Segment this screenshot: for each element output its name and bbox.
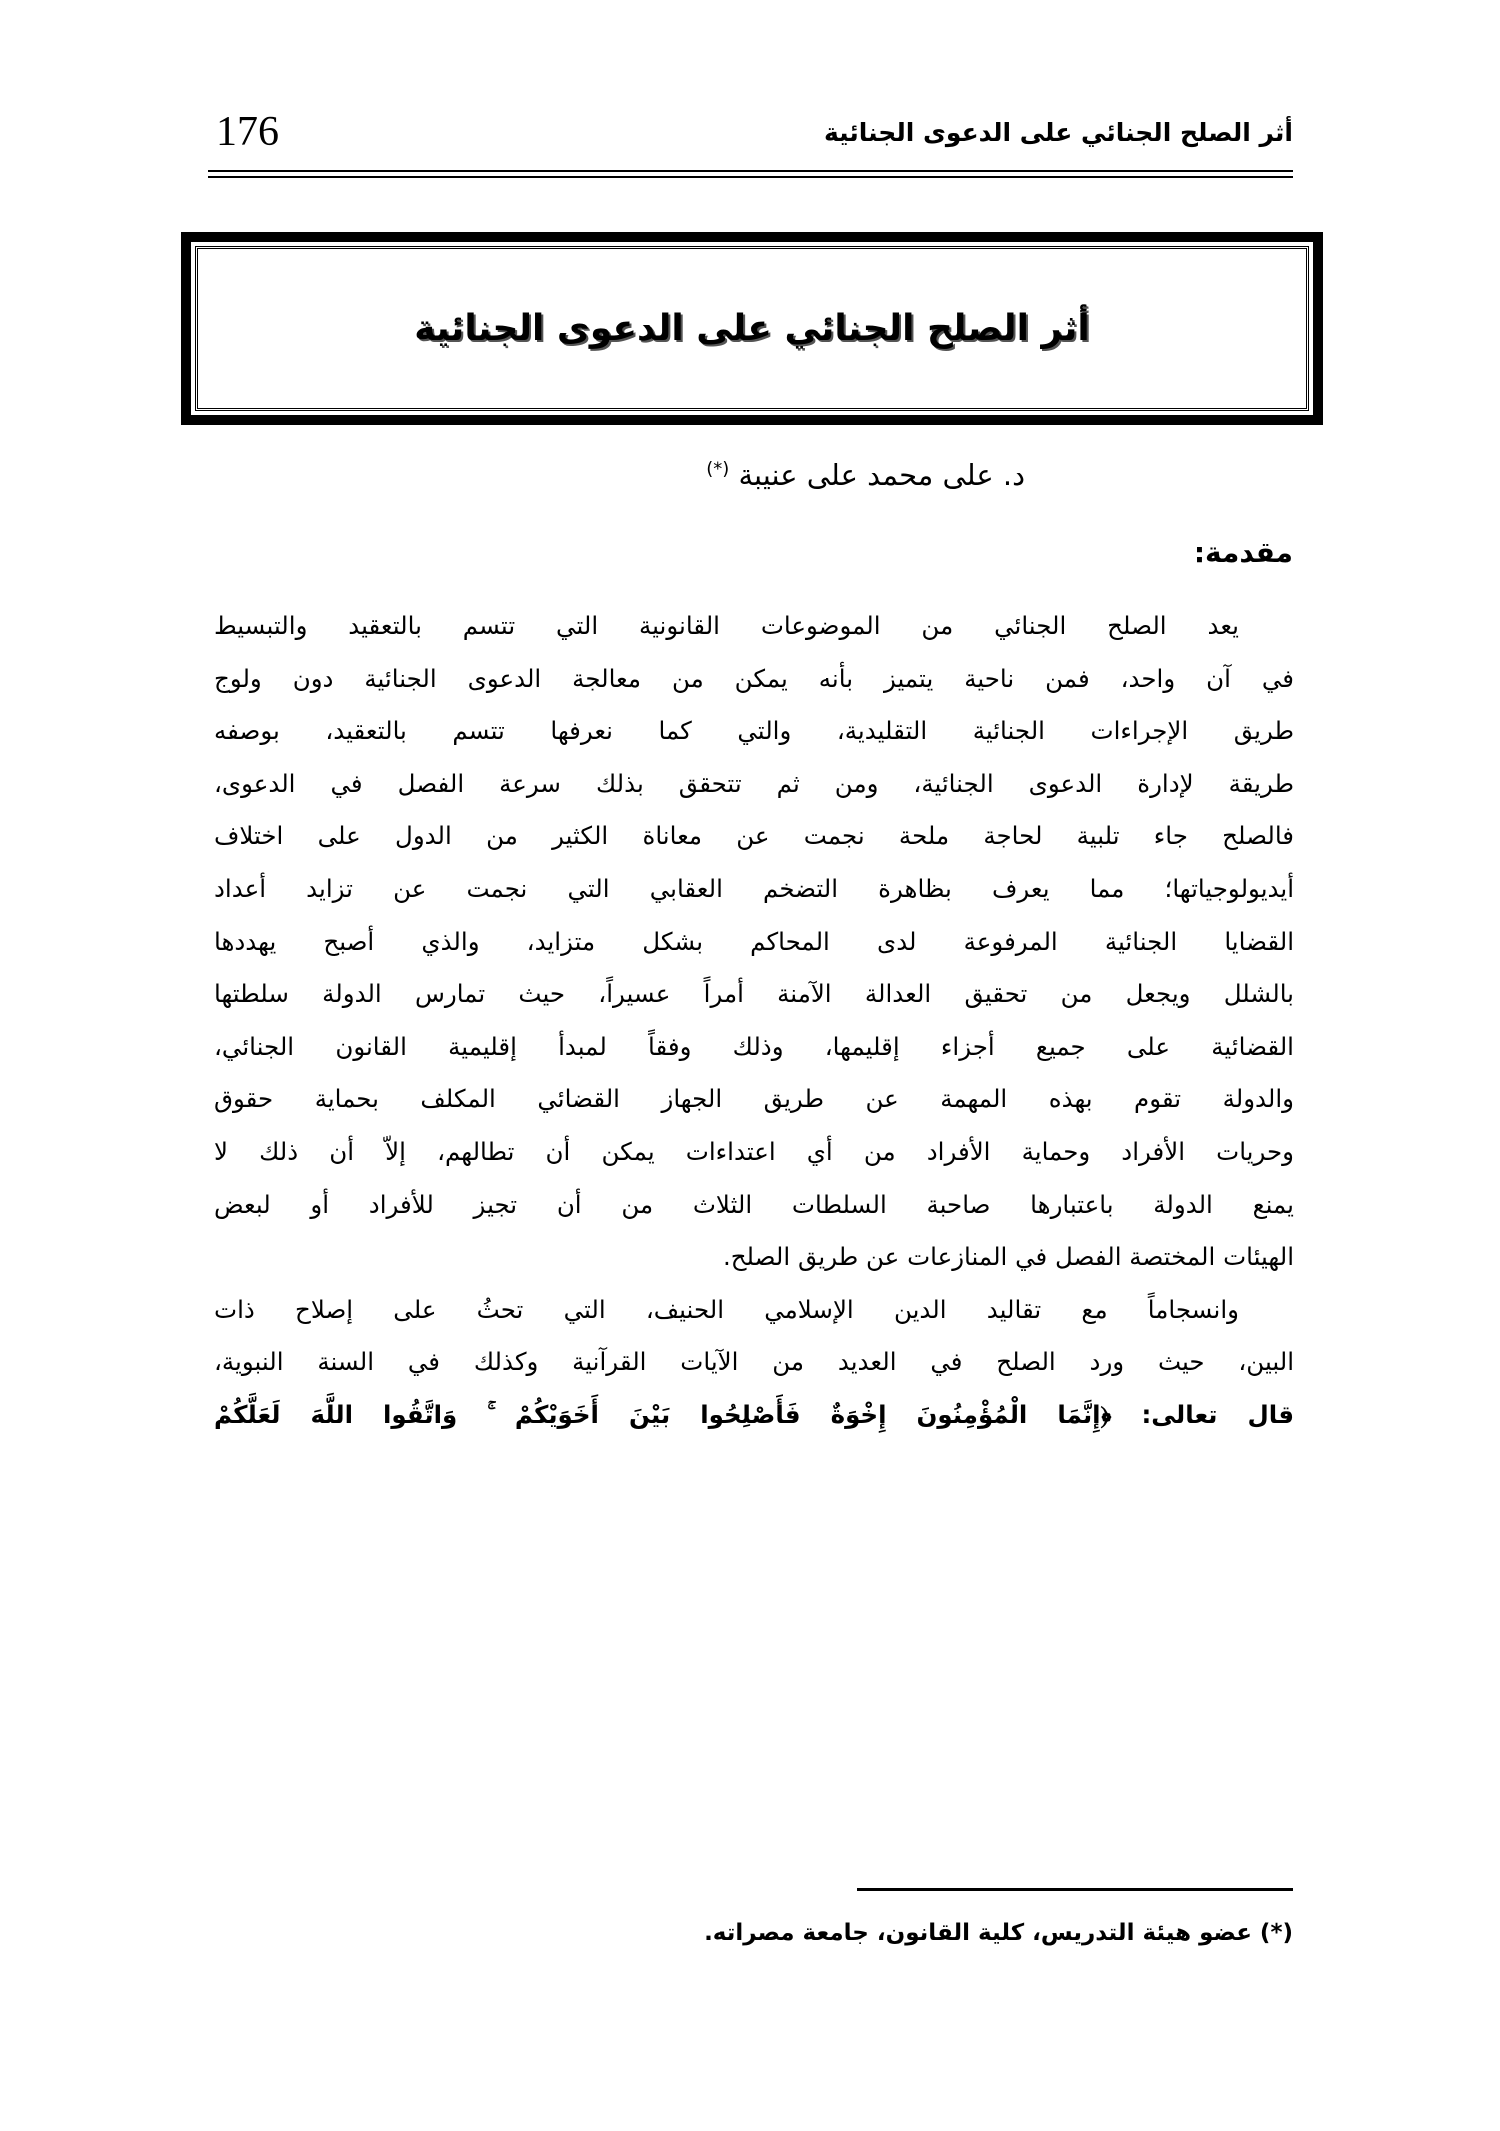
title-box-inner [195, 246, 1309, 411]
author-name: د. على محمد على عنيبة [738, 458, 1025, 492]
header-rule-secondary [208, 176, 1293, 178]
quran-verse-line: قال تعالى: ﴿إِنَّمَا الْمُؤْمِنُونَ إِخْوَةٌ فَأَصْلِحُوا بَيْنَ أَخَوَيْكُمْ ۚ وَاتَّقُوا اللَّهَ لَعَلَّكُمْ [214, 1399, 1294, 1429]
footnote-rule [857, 1888, 1293, 1891]
body-line: فالصلح جاء تلبية لحاجة ملحة نجمت عن معاناة الكثير من الدول على اختلاف [214, 821, 1294, 851]
body-line: القضايا الجنائية المرفوعة لدى المحاكم بشكل متزايد، والذي أصبح يهددها [214, 926, 1294, 956]
running-title: أثر الصلح الجنائي على الدعوى الجنائية [823, 118, 1293, 147]
body-line: أيديولوجياتها؛ مما يعرف بظاهرة التضخم العقابي التي نجمت عن تزايد أعداد [214, 873, 1294, 903]
section-heading: مقدمة: [1193, 536, 1293, 569]
body-line: وحريات الأفراد وحماية الأفراد من أي اعتداءات يمكن أن تطالهم، إلاّ أن ذلك لا [214, 1136, 1294, 1166]
body-line: القضائية على جميع أجزاء إقليمها، وذلك وفقاً لمبدأ إقليمية القانون الجنائي، [214, 1031, 1294, 1061]
body-text [214, 600, 1294, 1442]
body-line: بالشلل ويجعل من تحقيق العدالة الآمنة أمراً عسيراً، حيث تمارس الدولة سلطتها [214, 979, 1294, 1009]
body-line: طريق الإجراءات الجنائية التقليدية، والتي كما نعرفها تتسم بالتعقيد، بوصفه [214, 716, 1294, 746]
body-line: يعد الصلح الجنائي من الموضوعات القانونية التي تتسم بالتعقيد والتبسيط [214, 611, 1239, 640]
footnote-marker[interactable]: (*) [706, 458, 730, 480]
article-title: أثر الصلح الجنائي على الدعوى الجنائية [414, 308, 1090, 349]
header-rule [208, 170, 1293, 172]
body-line: وانسجاماً مع تقاليد الدين الإسلامي الحنيف، التي تحثُ على إصلاح ذات [214, 1294, 1239, 1324]
body-line: البين، حيث ورد الصلح في العديد من الآيات القرآنية وكذلك في السنة النبوية، [214, 1347, 1294, 1377]
author-line [706, 458, 1025, 492]
body-line: والدولة تقوم بهذه المهمة عن طريق الجهاز القضائي المكلف بحماية حقوق [214, 1084, 1294, 1114]
title-box [181, 232, 1323, 425]
page-number: 176 [216, 109, 279, 155]
body-line: طريقة لإدارة الدعوى الجنائية، ومن ثم تتحقق بذلك سرعة الفصل في الدعوى، [214, 768, 1294, 798]
body-line: الهيئات المختصة الفصل في المنازعات عن طريق الصلح. [722, 1242, 1294, 1272]
body-line: في آن واحد، فمن ناحية يتميز بأنه يمكن من معالجة الدعوى الجنائية دون ولوج [214, 663, 1294, 693]
body-line: يمنع الدولة باعتبارها صاحبة السلطات الثلاث من أن تجيز للأفراد أو لبعض [214, 1189, 1294, 1219]
footnote: (*) عضو هيئة التدريس، كلية القانون، جامعة مصراته. [704, 1920, 1293, 1946]
